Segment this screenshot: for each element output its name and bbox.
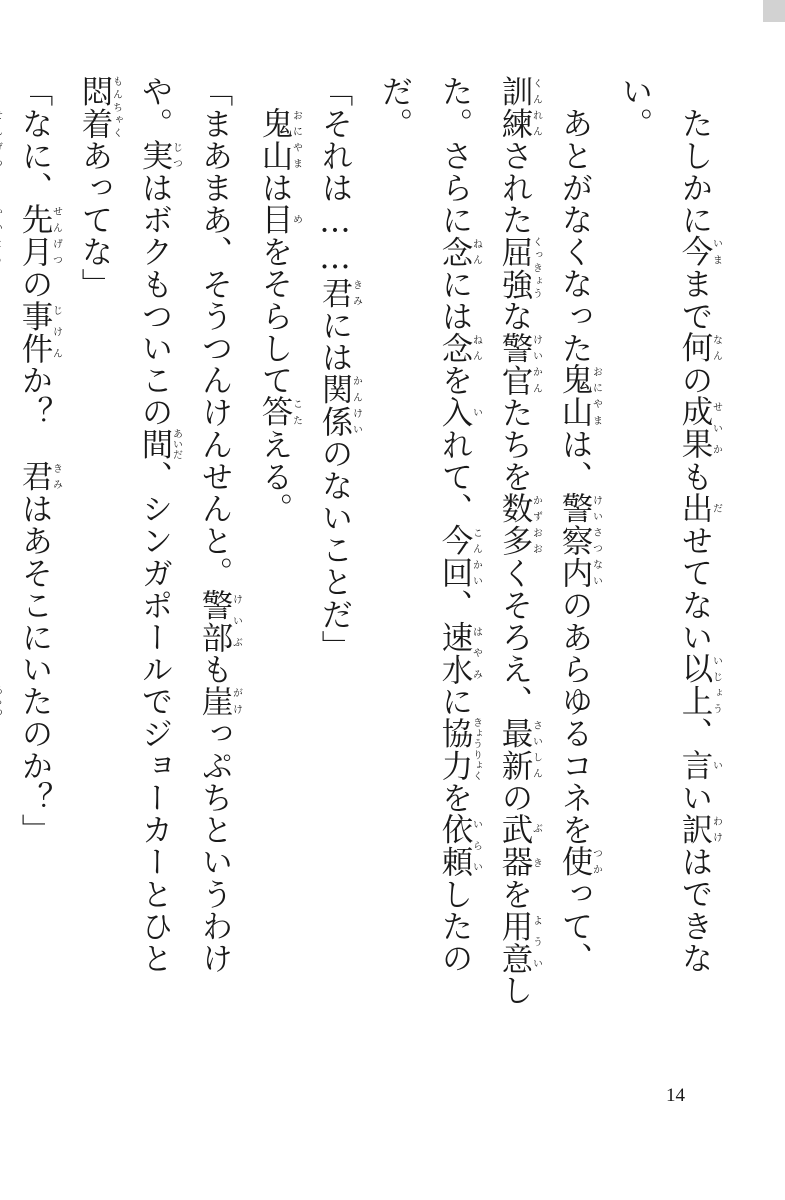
text-run: を [437,363,473,397]
ruby-word [257,106,302,171]
paragraph [605,75,725,1015]
ruby-base: 警官 [497,331,533,397]
furigana: ぶき [530,813,542,878]
furigana: せんげつ [50,203,62,268]
text-run: な [497,299,533,332]
furigana: ようい [530,909,542,974]
paragraph [5,75,65,1015]
text-run: たちを [497,396,533,493]
furigana: もんちゃく [110,75,122,140]
ruby-word [677,812,722,845]
ruby-base: 入 [437,396,473,429]
furigana: ねん [470,331,482,364]
ruby-word [77,75,122,140]
ruby-base: 鬼山 [257,106,293,171]
furigana: じつ [170,139,182,172]
furigana: い [710,748,722,781]
paragraph [0,75,5,1015]
text-run: い [677,780,713,813]
ruby-base: 最新 [497,717,533,782]
ruby-word [677,491,722,524]
furigana: め [290,202,302,235]
ruby-base: 屈強 [497,235,533,300]
text-run: には [317,308,353,373]
ruby-word [257,395,302,428]
ruby-base: 何 [677,331,713,364]
ruby-word [677,234,722,268]
ruby-base: 君 [17,460,53,493]
furigana: じけん [50,299,62,364]
text-run: 、シンガポールでジョーカーとひと [137,460,173,974]
ruby-word [557,844,602,877]
text-run: はボクもついこの [137,171,173,429]
furigana [0,684,2,716]
text-run: も [197,652,233,685]
ruby-base: 答 [257,395,293,428]
furigana: きみ [50,460,62,493]
text-run: たしかに [677,106,713,235]
text-run: れて、 [437,428,473,525]
furigana: ねん [470,235,482,268]
text-run: した。さらに [437,75,533,1006]
furigana: せいか [710,395,722,460]
paragraph [305,75,365,1015]
text-run: に [437,684,473,718]
furigana: きみ [350,276,362,309]
ruby-word [437,717,482,782]
ruby-base: 悶着 [77,75,113,140]
ruby-word [437,396,482,429]
ruby-word [497,492,542,557]
text-run: された [497,139,533,236]
ruby-base: 先月 [17,203,53,268]
ruby-base: 今回 [437,524,473,589]
furigana: おにやま [290,106,302,171]
text-run: 「それは…… [317,75,353,277]
ruby-word [497,909,542,974]
furigana: がけ [230,684,242,718]
text-run: くそろえ、 [497,556,533,718]
ruby-base: 警察内 [557,491,593,589]
text-run: 「なに、 [17,75,53,204]
ruby-base: 依頼 [437,813,473,878]
furigana [0,107,2,171]
ruby-word [17,299,62,364]
ruby-base: 間 [137,428,173,461]
text-run: って、 [557,876,593,974]
ruby-word [17,203,62,268]
ruby-base: 訳 [677,812,713,845]
ruby-word [197,588,242,653]
text-run: のないことだ」 [317,437,353,662]
ruby-word [437,235,482,268]
ruby-base: 訓練 [497,75,533,140]
furigana: くっきょう [530,235,542,300]
furigana: いじょう [710,652,722,717]
paragraph [65,75,245,1015]
ruby-base: 君 [317,276,353,309]
text-run: の [677,363,713,396]
ruby-base: 用意 [497,909,533,974]
furigana [0,203,2,267]
text-run: はあそこにいたのか？」 [17,492,53,846]
ruby-base: 崖 [197,684,233,718]
furigana: こんかい [470,524,482,589]
text-run: か？ [17,363,53,461]
text-run: も [677,459,713,492]
ruby-base: 鬼山 [557,363,593,428]
ruby-base: 実 [137,139,173,172]
furigana: かんけい [350,372,362,438]
ruby-word [557,363,602,428]
furigana: くんれん [530,75,542,140]
furigana: はやみ [470,620,482,685]
ruby-word [497,235,542,300]
ruby-base: 武器 [497,813,533,878]
text-run: あってな」 [77,139,113,300]
ruby-base: 以上 [677,652,713,717]
ruby-word [437,620,482,685]
furigana: だ [710,491,722,524]
ruby-word [557,491,602,589]
corner-tab [763,0,785,22]
ruby-word [17,460,62,493]
ruby-word [257,202,302,235]
ruby-word [197,684,242,718]
ruby-base: 今 [677,234,713,268]
ruby-word [677,331,722,364]
furigana: いらい [470,813,482,878]
text-run: 「まあまあ、そうつんけんせんと。 [197,75,233,589]
furigana: おにやま [590,363,602,428]
paragraph [365,75,605,1015]
paragraph [245,75,305,1015]
ruby-base: 警部 [197,588,233,653]
ruby-base: 言 [677,748,713,781]
ruby-word [137,139,182,172]
text-run: は [257,170,293,203]
text-run: まで [677,267,713,332]
text-run: をそらして [257,234,293,396]
furigana: かずおお [530,492,542,557]
ruby-base: 速水 [437,620,473,685]
text-run: したのだ。 [377,75,473,974]
ruby-word [497,75,542,140]
ruby-word [437,331,482,364]
text-run: を [437,781,473,814]
furigana: い [470,396,482,429]
furigana: つか [590,844,602,877]
text-run: っぷちというわけや。 [137,75,233,974]
ruby-word [677,748,722,781]
text-run: 、 [437,588,473,621]
ruby-word [437,813,482,878]
ruby-base: 出 [677,491,713,524]
furigana: わけ [710,812,722,845]
ruby-base: 関係 [317,372,353,438]
text-run: は、 [557,427,593,492]
text-run: の [497,781,533,814]
vertical-body-text [17,75,725,1015]
text-run: はできない。 [617,75,713,974]
text-run: の [17,267,53,300]
ruby-base: 念 [437,331,473,364]
furigana: さいしん [530,717,542,782]
furigana: けいさつない [590,491,602,589]
text-run: える。 [257,427,293,524]
ruby-word [317,372,362,438]
text-run: せてない [677,523,713,653]
text-run: あとがなくなった [557,106,593,364]
ruby-word [497,717,542,782]
text-run: のあらゆるコネを [557,588,593,845]
ruby-word [677,395,722,460]
ruby-word [317,276,362,309]
text-run: 、 [677,716,713,749]
ruby-word [497,813,542,878]
ruby-base: 成果 [677,395,713,460]
furigana: こた [290,395,302,428]
furigana: けいかん [530,331,542,397]
furigana: きょうりょく [470,717,482,782]
ruby-base: 事件 [17,299,53,364]
furigana: いま [710,234,722,267]
page-number: 14 [666,1085,685,1106]
furigana: あいだ [170,428,182,461]
ruby-base: 念 [437,235,473,268]
ruby-word [137,428,182,461]
ruby-base: 目 [257,202,293,235]
ruby-base: 協力 [437,717,473,782]
ruby-base: 使 [557,844,593,877]
ruby-base: 数多 [497,492,533,557]
text-run: を [497,877,533,910]
ruby-word [677,652,722,717]
furigana: なん [710,331,722,364]
ruby-word [497,331,542,397]
furigana: けいぶ [230,588,242,653]
ruby-word [437,524,482,589]
text-run: には [437,267,473,332]
